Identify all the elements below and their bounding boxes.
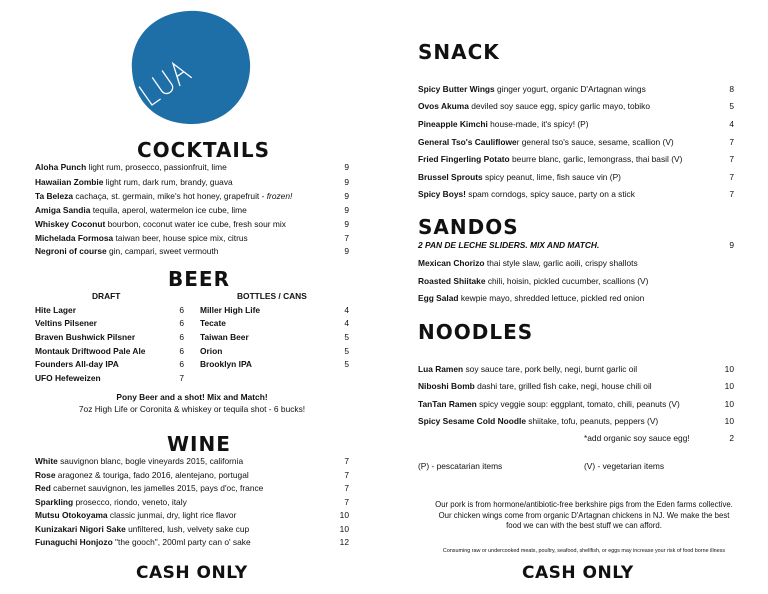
item-desc: beurre blanc, garlic, lemongrass, thai basil (V) xyxy=(509,154,683,164)
item-name: Sparkling xyxy=(35,497,74,507)
bottle-price: 4 xyxy=(344,318,349,328)
item-desc: thai style slaw, garlic aoili, crispy shallots xyxy=(484,258,638,268)
item-price: 7 xyxy=(344,483,349,493)
item-desc: bourbon, coconut water ice cube, fresh sour mix xyxy=(105,219,286,229)
item-desc: chili, hoisin, pickled cucumber, scallions (V) xyxy=(485,276,649,286)
item-price: 7 xyxy=(729,172,734,182)
sandos-title: SANDOS xyxy=(418,215,519,239)
item-name: Niboshi Bomb xyxy=(418,381,475,391)
cash-only-left: CASH ONLY xyxy=(136,563,248,583)
draft-name: UFO Hefeweizen xyxy=(35,373,101,383)
bottle-name: Brooklyn IPA xyxy=(200,359,252,369)
item-name: Michelada Formosa xyxy=(35,233,114,243)
item-name: Lua Ramen xyxy=(418,364,464,374)
bottle-price: 5 xyxy=(344,332,349,342)
item-name: Aloha Punch xyxy=(35,162,87,172)
item-price: 8 xyxy=(729,84,734,94)
item-name: Funaguchi Honjozo xyxy=(35,537,113,547)
noodles-addon-price: 2 xyxy=(729,433,734,443)
item-price: 10 xyxy=(339,510,349,520)
item-name: Mexican Chorizo xyxy=(418,258,485,268)
item-price: 10 xyxy=(724,399,734,409)
item-price: 7 xyxy=(344,456,349,466)
item-name: Spicy Boys! xyxy=(418,189,466,199)
item-desc: deviled soy sauce egg, spicy garlic mayo, tobiko xyxy=(468,101,650,111)
bottle-price: 5 xyxy=(344,346,349,356)
item-desc: spicy peanut, lime, fish sauce vin (P) xyxy=(482,172,621,182)
draft-name: Braven Bushwick Pilsner xyxy=(35,332,136,342)
logo-blob xyxy=(128,7,254,127)
item-desc: spam corndogs, spicy sauce, party on a stick xyxy=(465,189,635,199)
beer-title: BEER xyxy=(168,267,230,291)
bottle-name: Orion xyxy=(200,346,223,356)
item-desc: prosecco, riondo, veneto, italy xyxy=(73,497,187,507)
item-price: 10 xyxy=(339,524,349,534)
bottles-header: BOTTLES / CANS xyxy=(237,291,307,301)
sandos-intro: 2 PAN DE LECHE SLIDERS. MIX AND MATCH. xyxy=(418,240,600,250)
draft-price: 6 xyxy=(179,346,184,356)
note-line: Our pork is from hormone/antibiotic-free berkshire pigs from the Eden farms collective. xyxy=(435,500,733,509)
item-price: 9 xyxy=(344,191,349,201)
item-name: Spicy Sesame Cold Noodle xyxy=(418,416,526,426)
item-price: 7 xyxy=(729,154,734,164)
item-desc: tequila, aperol, watermelon ice cube, lime xyxy=(90,205,247,215)
item-desc: soy sauce tare, pork belly, negi, burnt garlic oil xyxy=(463,364,638,374)
item-price: 7 xyxy=(344,497,349,507)
draft-price: 6 xyxy=(179,332,184,342)
draft-price: 6 xyxy=(179,359,184,369)
draft-name: Founders All-day IPA xyxy=(35,359,119,369)
sourcing-note xyxy=(400,500,768,532)
noodles-title: NOODLES xyxy=(418,320,534,344)
note-line: Our chicken wings come from organic D'Artagnan chickens in NJ. We make the best xyxy=(438,510,730,520)
item-name: TanTan Ramen xyxy=(418,399,477,409)
item-desc: "the gooch", 200ml party can o' sake xyxy=(112,537,251,547)
bottle-name: Miller High Life xyxy=(200,305,261,315)
noodles-addon: *add organic soy sauce egg! xyxy=(584,433,690,443)
item-desc: light rum, prosecco, passionfruit, lime xyxy=(86,162,227,172)
item-desc: aragonez & touriga, fado 2016, alentejano, portugal xyxy=(55,470,249,480)
item-desc: taiwan beer, house spice mix, citrus xyxy=(113,233,248,243)
draft-price: 6 xyxy=(179,318,184,328)
item-name: Rose xyxy=(35,470,56,480)
item-name: Ovos Akuma xyxy=(418,101,469,111)
item-desc: kewpie mayo, shredded lettuce, pickled red onion xyxy=(458,293,645,303)
item-name: Fried Fingerling Potato xyxy=(418,154,510,164)
item-name: Kunizakari Nigori Sake xyxy=(35,524,126,534)
item-price: 10 xyxy=(724,381,734,391)
item-desc: house-made, it's spicy! (P) xyxy=(487,119,589,129)
item-price: 7 xyxy=(344,233,349,243)
item-name: Whiskey Coconut xyxy=(35,219,106,229)
item-price: 7 xyxy=(729,137,734,147)
draft-price: 7 xyxy=(179,373,184,383)
beer-promo-desc: 7oz High Life or Coronita & whiskey or tequila shot - 6 bucks! xyxy=(78,404,306,414)
item-desc: cachaça, st. germain, mike's hot honey, grapefruit - xyxy=(73,191,267,201)
item-desc: dashi tare, grilled fish cake, negi, house chili oil xyxy=(474,381,652,391)
item-desc: unfiltered, lush, velvety sake cup xyxy=(125,524,250,534)
draft-header: DRAFT xyxy=(92,291,121,301)
legend-vegetarian: (V) - vegetarian items xyxy=(584,461,665,471)
beer-promo-title: Pony Beer and a shot! Mix and Match! xyxy=(116,392,268,402)
item-name: Mutsu Otokoyama xyxy=(35,510,108,520)
item-price: 4 xyxy=(729,119,734,129)
item-desc: r general tso's sauce, sesame, scallion (V) xyxy=(516,137,674,147)
item-name: Pineapple Kimchi xyxy=(418,119,488,129)
item-price: 10 xyxy=(724,364,734,374)
bottle-name: Tecate xyxy=(200,318,226,328)
item-name: Brussel Sprouts xyxy=(418,172,483,182)
item-name: Negroni of course xyxy=(35,246,107,256)
snack-title: SNACK xyxy=(418,40,500,64)
item-price: 9 xyxy=(344,205,349,215)
draft-name: Hite Lager xyxy=(35,305,76,315)
sandos-price: 9 xyxy=(729,240,734,250)
item-desc: gin, campari, sweet vermouth xyxy=(106,246,219,256)
item-name: Hawaiian Zombie xyxy=(35,177,104,187)
item-price: 7 xyxy=(729,189,734,199)
draft-name: Montauk Driftwood Pale Ale xyxy=(35,346,146,356)
item-name: General Tso's Cauliflowe xyxy=(418,137,517,147)
item-price: 9 xyxy=(344,162,349,172)
item-name: Red xyxy=(35,483,51,493)
item-desc: classic junmai, dry, light rice flavor xyxy=(107,510,237,520)
item-name: Spicy Butter Wings xyxy=(418,84,495,94)
bottle-price: 4 xyxy=(344,305,349,315)
item-price: 10 xyxy=(724,416,734,426)
item-name: Egg Salad xyxy=(418,293,459,303)
legend-pescatarian: (P) - pescatarian items xyxy=(418,461,503,471)
item-name: Roasted Shiitake xyxy=(418,276,486,286)
item-price: 9 xyxy=(344,219,349,229)
item-name: Ta Beleza xyxy=(35,191,74,201)
item-desc: spicy veggie soup: eggplant, tomato, chili, peanuts (V) xyxy=(476,399,680,409)
wine-title: WINE xyxy=(167,432,231,456)
item-desc: cabernet sauvignon, les jamelles 2015, pays d'oc, france xyxy=(50,483,264,493)
draft-name: Veltins Pilsener xyxy=(35,318,97,328)
cocktails-title: COCKTAILS xyxy=(137,138,271,162)
item-price: 12 xyxy=(339,537,349,547)
item-extra: frozen! xyxy=(266,191,293,201)
cash-only-right: CASH ONLY xyxy=(522,563,634,583)
logo xyxy=(128,7,254,127)
item-desc: ginger yogurt, organic D'Artagnan wings xyxy=(494,84,646,94)
item-name: White xyxy=(35,456,58,466)
item-name: Amiga Sandia xyxy=(35,205,91,215)
note-line: food we can with the best stuff we can afford. xyxy=(506,521,662,530)
bottle-name: Taiwan Beer xyxy=(200,332,249,342)
item-desc: shiitake, tofu, peanuts, peppers (V) xyxy=(525,416,659,426)
item-price: 7 xyxy=(344,470,349,480)
item-desc: sauvignon blanc, bogle vineyards 2015, california xyxy=(57,456,244,466)
draft-price: 6 xyxy=(179,305,184,315)
food-disclaimer: Consuming raw or undercooked meats, poultry, seafood, shellfish, or eggs may increase your risk of food borne illness xyxy=(442,548,726,554)
item-desc: light rum, dark rum, brandy, guava xyxy=(103,177,233,187)
item-price: 9 xyxy=(344,246,349,256)
bottle-price: 5 xyxy=(344,359,349,369)
item-price: 5 xyxy=(729,101,734,111)
item-price: 9 xyxy=(344,177,349,187)
